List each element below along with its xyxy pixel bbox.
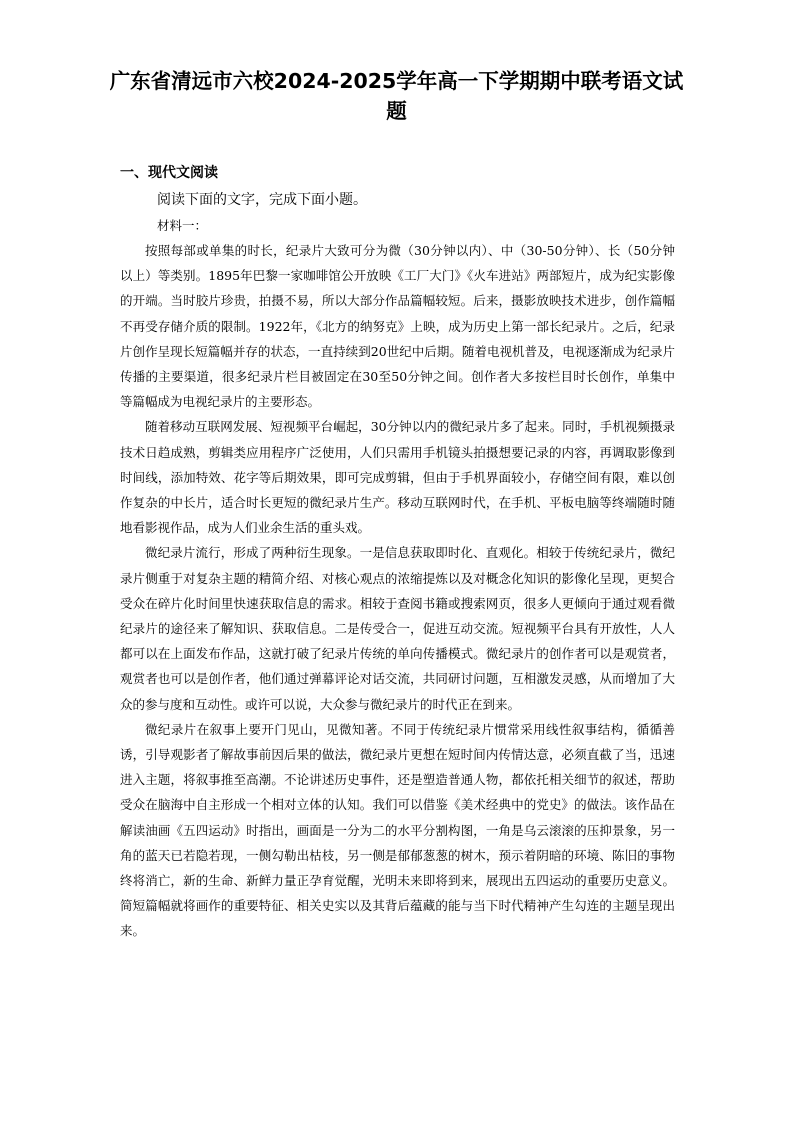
- instruction-text: 阅读下面的文字，完成下面小题。: [157, 192, 367, 208]
- material-label: 材料一：: [157, 218, 208, 233]
- paragraph-3: 微纪录片流行，形成了两种衍生现象。一是信息获取即时化、直观化。相较于传统纪录片，微纪录片侧重于对复杂主题的精简介绍、对核心观点的浓缩提炼以及对概念化知识的影像化呈现，更契合受众在碎片化时间里快速获取信息的需求。相较于查阅书籍或搜索网页，很多人更倾向于通过观看微纪录片的途径来了解知识、获取信息。二是传受合一，促进互动交流。短视频平台具有开放性，人人都可以在上面发布作品，这就打破了纪录片传统的单向传播模式。微纪录片的创作者可以是观赏者，观赏者也可以是创作者，他们通过弹幕评论对话交流，共同研讨问题，互相激发灵感，从而增加了大众的参与度和互动性。或许可以说，大众参与微纪录片的时代正在到来。: [120, 545, 675, 712]
- section-heading: 一、现代文阅读: [120, 165, 218, 181]
- paragraph-2: 随着移动互联网发展、短视频平台崛起，30分钟以内的微纪录片多了起来。同时，手机视频摄录技术日趋成熟，剪辑类应用程序广泛使用，人们只需用手机镜头拍摄想要记录的内容，再调取影像到时间线，添加特效、花字等后期效果，即可完成剪辑，但由于手机界面较小，存储空间有限，难以创作复杂的中长片，适合时长更短的微纪录片生产。移动互联网时代，在手机、平板电脑等终端随时随地看影视作品，成为人们业余生活的重头戏。: [120, 419, 675, 536]
- paragraph-4: 微纪录片在叙事上要开门见山，见微知著。不同于传统纪录片惯常采用线性叙事结构，循循善诱，引导观影者了解故事前因后果的做法，微纪录片更想在短时间内传情达意，必须直截了当，迅速进入主题，将叙事推至高潮。不论讲述历史事件，还是塑造普通人物，都依托相关细节的叙述，帮助受众在脑海中自主形成一个相对立体的认知。我们可以借鉴《美术经典中的党史》的做法。该作品在解读油画《五四运动》时指出，画面是一分为二的水平分割构图，一角是乌云滚滚的压抑景象，另一角的蓝天已若隐若现，一侧勾勒出枯枝，另一侧是郁郁葱葱的树木，预示着阴暗的环境、陈旧的事物终将消亡，新的生命、新鲜力量正孕育觉醒，光明未来即将到来，展现出五四运动的重要历史意义。简短篇幅就将画作的重要特征、相关史实以及其背后蕴藏的能与当下时代精神产生勾连的主题呈现出来。: [120, 721, 675, 939]
- page-title: 广东省清远市六校2024-2025学年高一下学期期中联考语文试题: [109, 69, 684, 123]
- paragraph-1: 按照每部或单集的时长，纪录片大致可分为微（30分钟以内）、中（30-50分钟）、长（50分钟以上）等类别。1895年巴黎一家咖啡馆公开放映《工厂大门》《火车进站》两部短片，成为纪实影像的开端。当时胶片珍贵，拍摄不易，所以大部分作品篇幅较短。后来，摄影放映技术进步，创作篇幅不再受存储介质的限制。1922年，《北方的纳努克》上映，成为历史上第一部长纪录片。之后，纪录片创作呈现长短篇幅并存的状态，一直持续到20世纪中后期。随着电视机普及，电视逐渐成为纪录片传播的主要渠道，很多纪录片栏目被固定在30至50分钟之间。创作者大多按栏目时长创作，单集中等篇幅成为电视纪录片的主要形态。: [120, 243, 675, 410]
- reading-passage: [120, 238, 675, 944]
